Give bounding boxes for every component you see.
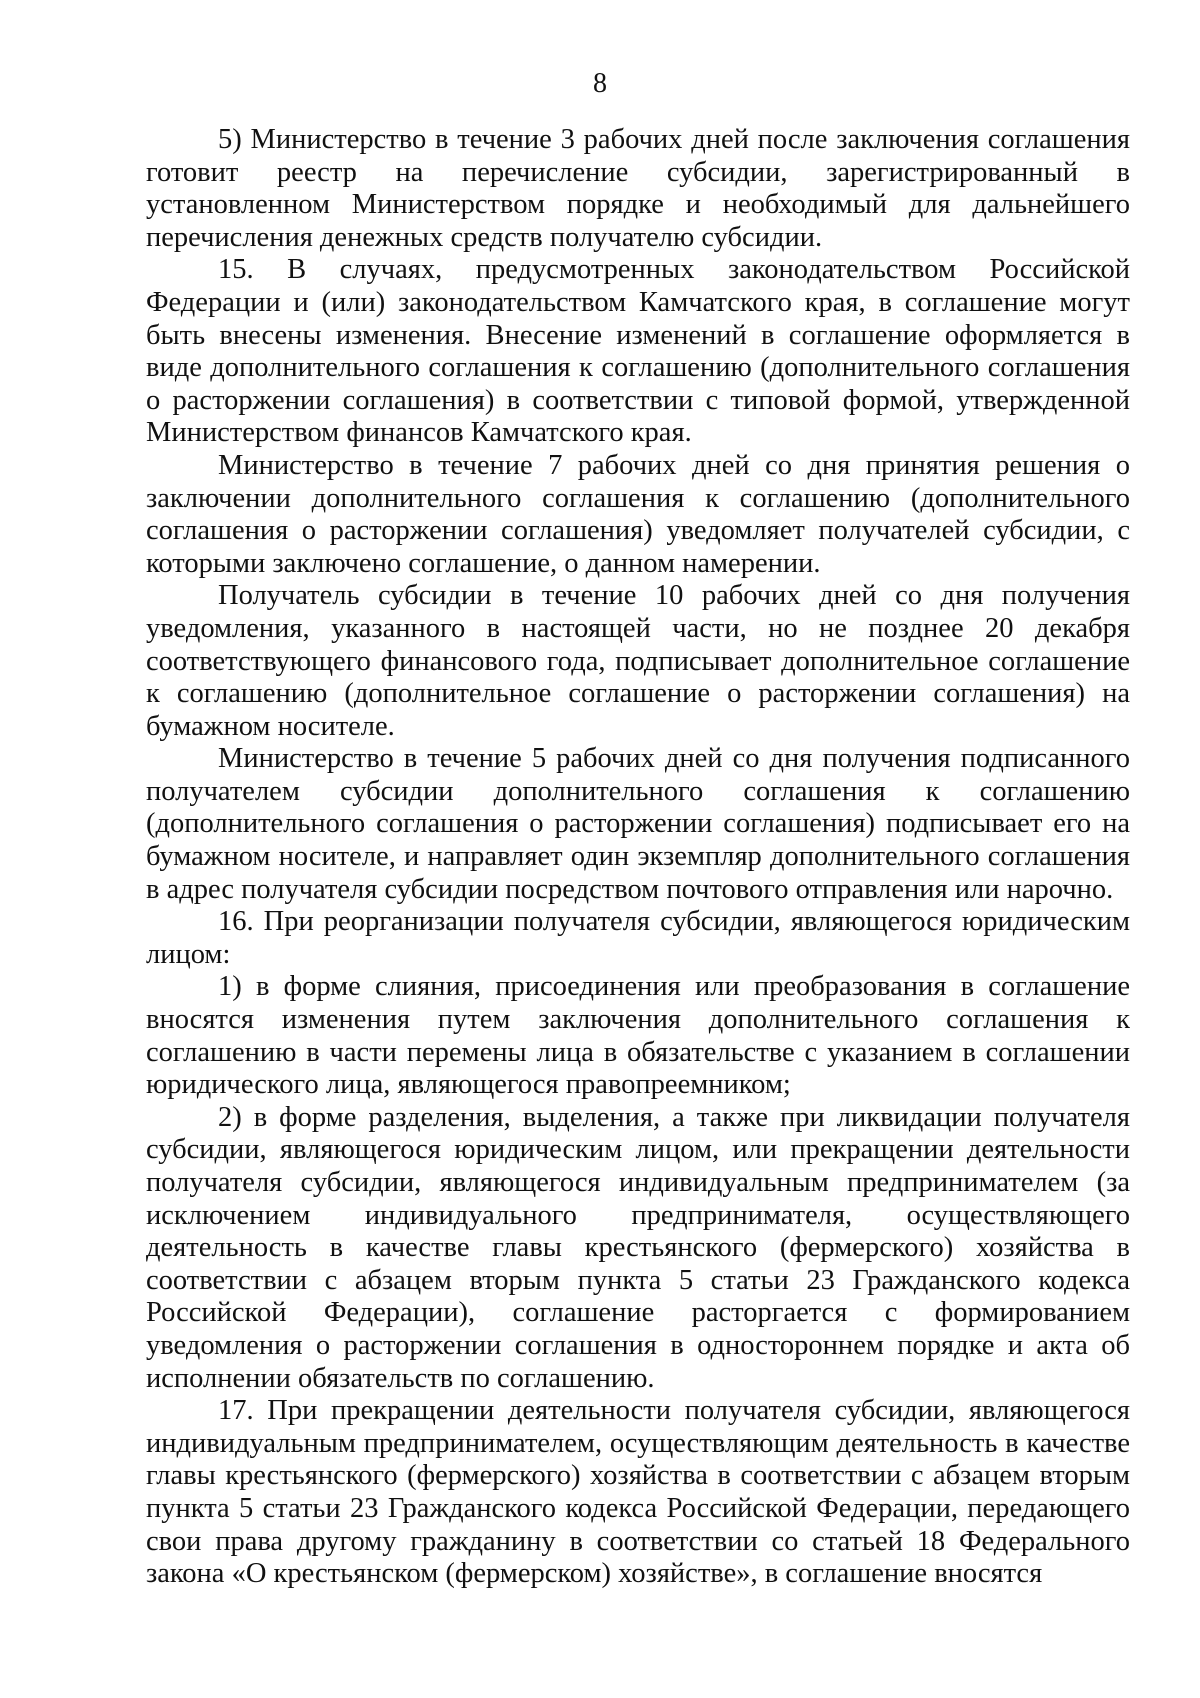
document-body: [146, 124, 1130, 1591]
paragraph-clause-16: 16. При реорганизации получателя субсидии, являющегося юридическим лицом:: [146, 906, 1130, 970]
paragraph-recipient-signs: Получатель субсидии в течение 10 рабочих дней со дня получения уведомления, указанного в настоящей части, но не позднее 20 декабря соответствующего финансового года, подписывает дополнительное соглашение к соглашению (дополнительное соглашение о расторжении соглашения) на бумажном носителе.: [146, 580, 1130, 742]
paragraph-clause-17: 17. При прекращении деятельности получателя субсидии, являющегося индивидуальным предпринимателем, осуществляющим деятельность в качестве главы крестьянского (фермерского) хозяйства в соответствии с абзацем вторым пункта 5 статьи 23 Гражданского кодекса Российской Федерации, передающего свои права другому гражданину в соответствии со статьей 18 Федерального закона «О крестьянском (фермерском) хозяйстве», в соглашение вносятся: [146, 1395, 1130, 1590]
paragraph-ministry-notice: Министерство в течение 7 рабочих дней со дня принятия решения о заключении дополнительного соглашения к соглашению (дополнительного соглашения о расторжении соглашения) уведомляет получателей субсидии, с которыми заключено соглашение, о данном намерении.: [146, 449, 1130, 579]
paragraph-clause-16-2: 2) в форме разделения, выделения, а также при ликвидации получателя субсидии, являющегося юридическим лицом, или прекращении деятельности получателя субсидии, являющегося индивидуальным предпринимателем (за исключением индивидуального предпринимателя, осуществляющего деятельность в качестве главы крестьянского (фермерского) хозяйства в соответствии с абзацем вторым пункта 5 статьи 23 Гражданского кодекса Российской Федерации), соглашение расторгается с формированием уведомления о расторжении соглашения в одностороннем порядке и акта об исполнении обязательств по соглашению.: [146, 1101, 1130, 1394]
paragraph-clause-14-5: 5) Министерство в течение 3 рабочих дней после заключения соглашения готовит реестр на перечисление субсидии, зарегистрированный в установленном Министерством порядке и необходимый для дальнейшего перечисления денежных средств получателю субсидии.: [146, 124, 1130, 253]
page-number: 8: [593, 68, 607, 99]
paragraph-clause-15: 15. В случаях, предусмотренных законодательством Российской Федерации и (или) законодательством Камчатского края, в соглашение могут быть внесены изменения. Внесение изменений в соглашение оформляется в виде дополнительного соглашения к соглашению (дополнительного соглашения о расторжении соглашения) в соответствии с типовой формой, утвержденной Министерством финансов Камчатского края.: [146, 254, 1130, 449]
paragraph-clause-16-1: 1) в форме слияния, присоединения или преобразования в соглашение вносятся изменения путем заключения дополнительного соглашения к соглашению в части перемены лица в обязательстве с указанием в соглашении юридического лица, являющегося правопреемником;: [146, 971, 1130, 1101]
paragraph-ministry-signs: Министерство в течение 5 рабочих дней со дня получения подписанного получателем субсидии дополнительного соглашения к соглашению (дополнительного соглашения о расторжении соглашения) подписывает его на бумажном носителе, и направляет один экземпляр дополнительного соглашения в адрес получателя субсидии посредством почтового отправления или нарочно.: [146, 743, 1130, 905]
